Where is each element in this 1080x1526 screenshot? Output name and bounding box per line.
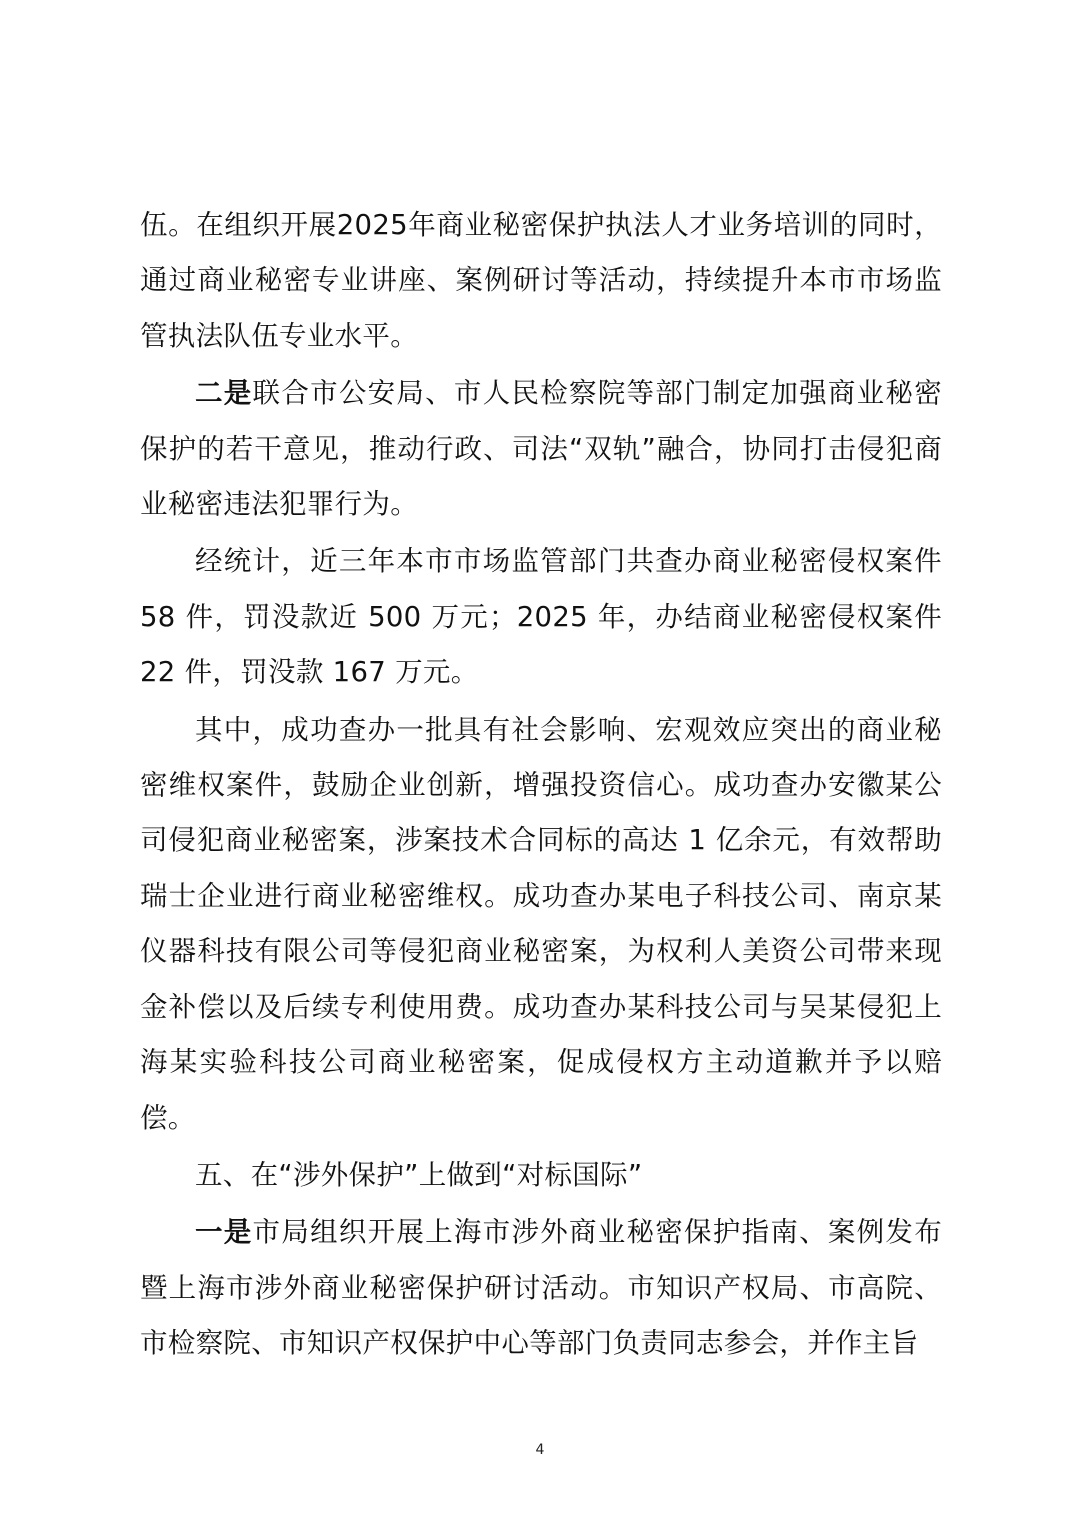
paragraph-text: 伍。在组织开展2025年商业秘密保护执法人才业务培训的同时，通过商业秘密专业讲座、案例研讨等活动，持续提升本市市场监管执法队伍专业水平。 [140, 209, 942, 352]
page-number: 4 [535, 1442, 545, 1458]
paragraph-cases [140, 703, 942, 1146]
paragraph-lead: 一是 [195, 1216, 253, 1249]
paragraph-statistics [140, 534, 942, 700]
paragraph-point-one [140, 1205, 942, 1371]
paragraph-text: 联合市公安局、市人民检察院等部门制定加强商业秘密保护的若干意见，推动行政、司法“双轨”融合，协同打击侵犯商业秘密违法犯罪行为。 [140, 377, 942, 521]
heading-text: 五、在“涉外保护”上做到“对标国际” [195, 1158, 643, 1191]
paragraph-point-two [140, 366, 942, 532]
paragraph-continuation [140, 198, 942, 364]
paragraph-text: 经统计，近三年本市市场监管部门共查办商业秘密侵权案件58 件，罚没款近 500 万元；2025 年，办结商业秘密侵权案件22 件，罚没款 167 万元。 [140, 545, 942, 689]
paragraph-lead: 二是 [195, 377, 253, 410]
document-body [140, 198, 942, 1374]
section-heading-five [140, 1148, 942, 1203]
paragraph-text: 市局组织开展上海市涉外商业秘密保护指南、案例发布暨上海市涉外商业秘密保护研讨活动。市知识产权局、市高院、市检察院、市知识产权保护中心等部门负责同志参会，并作主旨 [140, 1216, 942, 1360]
paragraph-text: 其中，成功查办一批具有社会影响、宏观效应突出的商业秘密维权案件，鼓励企业创新，增强投资信心。成功查办安徽某公司侵犯商业秘密案，涉案技术合同标的高达 1 亿余元，有效帮助瑞士企业进行商业秘密维权。成功查办某电子科技公司、南京某仪器科技有限公司等侵犯商业秘密案，为权利人美资公司带来现金补偿以及后续专利使用费。成功查办某科技公司与吴某侵犯上海某实验科技公司商业秘密案，促成侵权方主动道歉并予以赔偿。 [140, 713, 942, 1134]
